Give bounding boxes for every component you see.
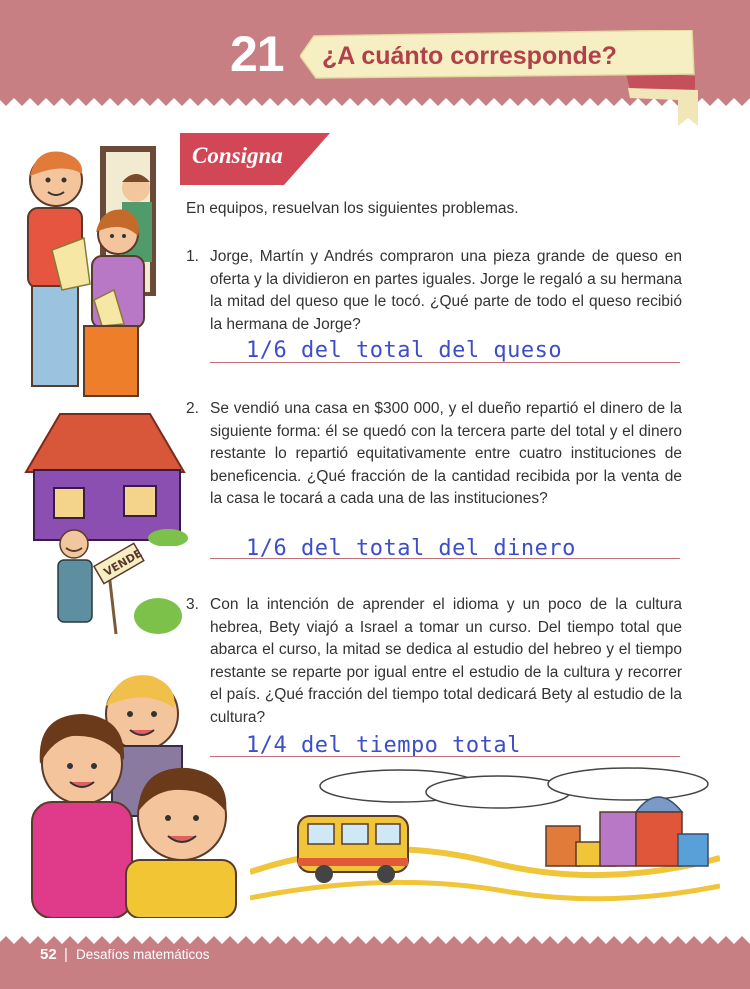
book-title: Desafíos matemáticos [76, 947, 210, 962]
answer-line-1 [210, 362, 680, 363]
lesson-title: ¿A cuánto corresponde? [322, 42, 617, 70]
footer-separator: | [64, 946, 68, 963]
problem-2 [186, 398, 682, 511]
answer-line-3 [210, 756, 680, 757]
problem-2-number: 2. [186, 400, 199, 417]
answer-line-2 [210, 558, 680, 559]
problem-1-number: 1. [186, 248, 199, 265]
family-illustration [22, 656, 252, 918]
lesson-number: 21 [230, 26, 284, 82]
problem-1-text: Jorge, Martín y Andrés compraron una pieza grande de queso en oferta y la dividieron en partes iguales. Jorge le regaló a su hermana la mitad del queso que le tocó. ¿Qué parte de todo el queso recibió la hermana de Jorge? [210, 248, 682, 333]
problem-1-answer: 1/6 del total del queso [246, 338, 563, 363]
problem-3-text: Con la intención de aprender el idioma y un poco de la cultura hebrea, Bety viajó a Israel a tomar un curso. Del tiempo total que abarca el curso, la mitad se dedica al estudio del hebreo y el tiempo restante se reparte por igual entre el estudio de la cultura y recorrer el país. ¿Qué fracción del tiempo total dedicará Bety al estudio de la cultura? [210, 596, 682, 726]
problem-2-answer: 1/6 del total del dinero [246, 536, 576, 561]
problem-3 [186, 594, 682, 729]
kids-cheese-illustration [14, 140, 174, 400]
page-number: 52 [40, 946, 57, 963]
seller-illustration [46, 524, 186, 644]
problem-3-answer: 1/4 del tiempo total [246, 733, 521, 758]
problem-3-number: 3. [186, 596, 199, 613]
sign-text: VENDE [101, 546, 145, 579]
problem-2-text: Se vendió una casa en $300 000, y el dueño repartió el dinero de la siguiente forma: él se quedó con la tercera parte del total y el dinero restante lo repartió equitativamente entre cuatro instituciones de beneficencia. ¿Qué fracción de la cantidad recibida por la venta de la casa le tocará a cada una de las instituciones? [210, 400, 682, 507]
instruction-text: En equipos, resuelvan los siguientes problemas. [186, 200, 519, 217]
bus-landscape-illustration [250, 762, 720, 912]
consigna-label: Consigna [192, 143, 283, 168]
problem-1 [186, 246, 682, 336]
